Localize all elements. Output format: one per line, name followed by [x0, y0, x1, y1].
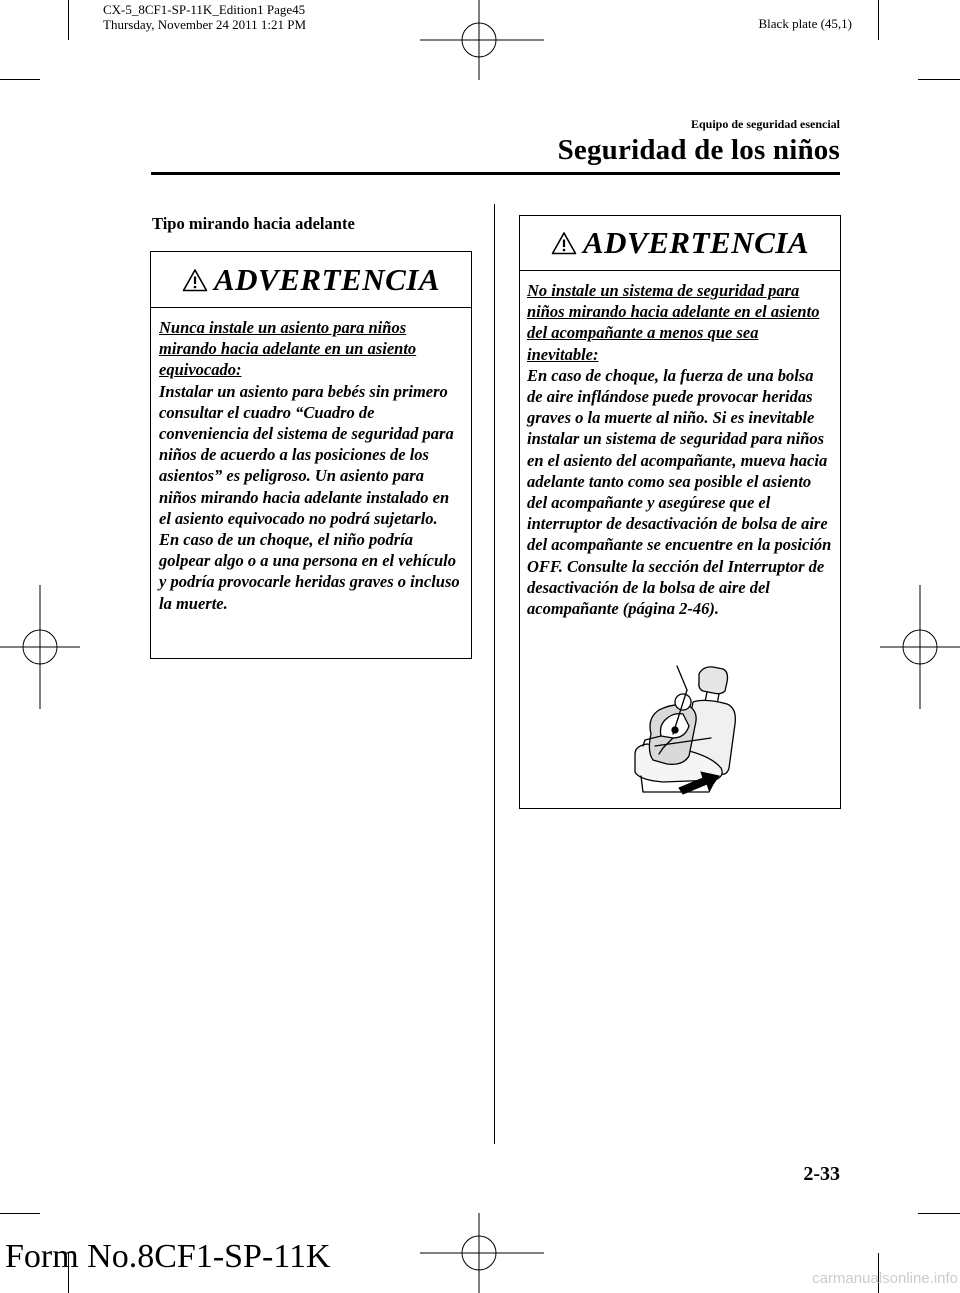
registration-mark-bottom-icon	[420, 1213, 544, 1293]
warning-box-right	[519, 215, 841, 809]
child-seat-illustration	[615, 664, 745, 796]
print-date-line: Thursday, November 24 2011 1:21 PM	[103, 17, 307, 32]
page-number: 2-33	[803, 1163, 840, 1185]
warning-triangle-icon	[182, 268, 208, 292]
section-subtitle: Equipo de seguridad esencial	[690, 117, 840, 131]
column-divider	[494, 204, 495, 1144]
warning-triangle-icon	[551, 231, 577, 255]
warning-body-text: En caso de choque, la fuerza de una bolsa de aire inflándose puede provocar heridas graves o la muerte al niño. Si es inevitable instalar un sistema de seguridad para niños en el asiento del acompañante, mueva hacia adelante tanto como sea posible el asiento del acompañante y asegúrese que el interruptor de desactivación de bolsa de aire del acompañante se encuentre en la posición OFF. Consulte la sección del Interruptor de desactivación de la bolsa de aire del acompañante (página 2-46).	[527, 365, 832, 619]
registration-mark-right-icon	[880, 585, 960, 709]
warning-title: ADVERTENCIA	[582, 225, 809, 260]
plate-label: Black plate (45,1)	[758, 16, 852, 31]
warning-lead: Nunca instale un asiento para niños mirando hacia adelante en un asiento equivocado:	[159, 318, 417, 380]
title-rule	[151, 172, 840, 175]
warning-body-text: Instalar un asiento para bebés sin primero consultar el cuadro “Cuadro de conveniencia del sistema de seguridad para niños de acuerdo a las posiciones de los asientos” es peligroso. Un asiento para niños mirando hacia adelante instalado en el asiento equivocado no podrá sujetarlo. En caso de un choque, el niño podría golpear algo o a una persona en el vehículo y podría provocarle heridas graves o incluso la muerte.	[159, 381, 460, 613]
warning-header	[520, 216, 840, 271]
warning-title: ADVERTENCIA	[213, 261, 440, 297]
print-file-line: CX-5_8CF1-SP-11K_Edition1 Page45	[103, 2, 306, 17]
registration-mark-top-icon	[420, 0, 544, 80]
warning-lead: No instale un sistema de seguridad para niños mirando hacia adelante en el asiento del acompañante a menos que sea inevitable:	[527, 281, 820, 364]
form-number: Form No.8CF1-SP-11K	[5, 1238, 331, 1275]
warning-box-left	[150, 251, 472, 659]
registration-mark-left-icon	[0, 585, 80, 709]
warning-header	[151, 252, 471, 308]
watermark: carmanualsonline.info	[812, 1270, 958, 1287]
print-metadata	[103, 2, 306, 32]
section-title: Seguridad de los niños	[557, 134, 840, 166]
subsection-heading: Tipo mirando hacia adelante	[152, 214, 355, 233]
